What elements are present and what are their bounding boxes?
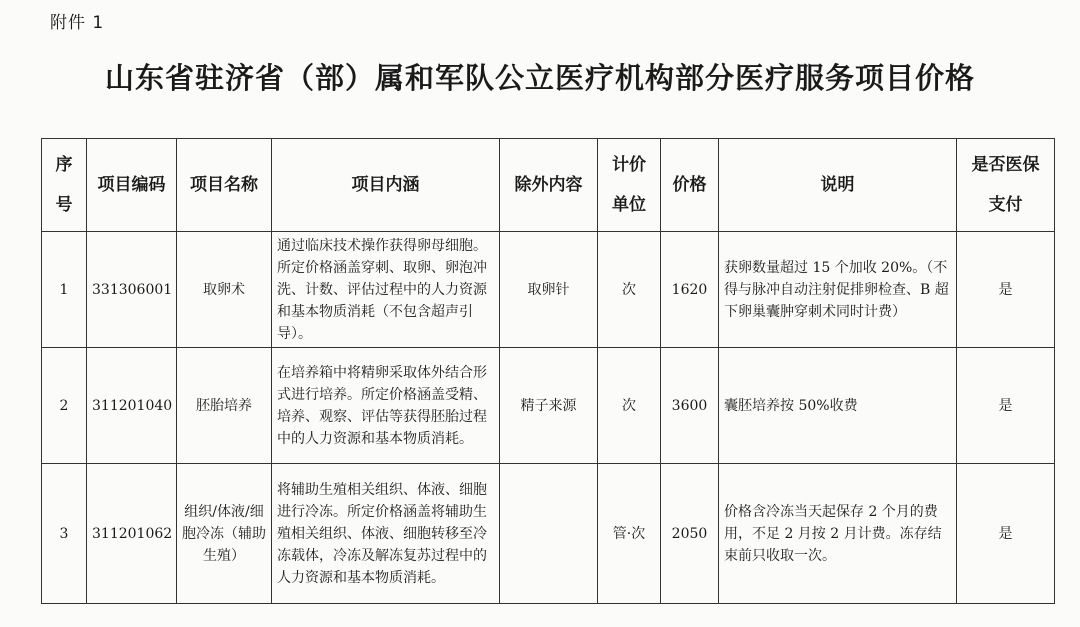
attachment-label: 附件 1 <box>50 13 105 33</box>
header-price: 价格 <box>661 139 719 232</box>
row-unit: 次 <box>598 348 661 464</box>
row-price: 1620 <box>661 232 719 348</box>
table-row <box>42 348 1055 464</box>
document-title: 山东省驻济省（部）属和军队公立医疗机构部分医疗服务项目价格 <box>104 61 975 95</box>
row-unit: 次 <box>598 232 661 348</box>
header-insurance-line-2: 支付 <box>988 195 1023 215</box>
row-code: 311201062 <box>87 464 177 604</box>
row-index: 2 <box>42 348 87 464</box>
row-name: 组织/体液/细胞冷冻（辅助生殖） <box>177 464 272 604</box>
row-exclusion: 取卵针 <box>500 232 598 348</box>
table-row <box>42 232 1055 348</box>
row-index: 1 <box>42 232 87 348</box>
header-index-line-2: 号 <box>55 195 73 215</box>
price-table <box>41 138 1055 604</box>
row-insurance: 是 <box>957 232 1055 348</box>
row-unit: 管·次 <box>598 464 661 604</box>
header-name: 项目名称 <box>177 139 272 232</box>
header-insurance <box>957 139 1055 232</box>
header-exclusion: 除外内容 <box>500 139 598 232</box>
row-insurance: 是 <box>957 348 1055 464</box>
row-note: 价格含冷冻当天起保存 2 个月的费用，不足 2 月按 2 月计费。冻存结束前只收取一次。 <box>719 464 957 604</box>
header-content: 项目内涵 <box>272 139 500 232</box>
header-insurance-line-1: 是否医保 <box>971 155 1040 175</box>
row-price: 3600 <box>661 348 719 464</box>
row-index: 3 <box>42 464 87 604</box>
row-code: 311201040 <box>87 348 177 464</box>
header-code: 项目编码 <box>87 139 177 232</box>
header-unit-line-1: 计价 <box>612 155 646 175</box>
header-unit <box>598 139 661 232</box>
row-name: 取卵术 <box>177 232 272 348</box>
row-exclusion <box>500 464 598 604</box>
row-content: 通过临床技术操作获得卵母细胞。所定价格涵盖穿刺、取卵、卵泡冲洗、计数、评估过程中的人力资源和基本物质消耗（不包含超声引导）。 <box>272 232 500 348</box>
row-content: 在培养箱中将精卵采取体外结合形式进行培养。所定价格涵盖受精、培养、观察、评估等获得胚胎过程中的人力资源和基本物质消耗。 <box>272 348 500 464</box>
table-row <box>42 464 1055 604</box>
row-content: 将辅助生殖相关组织、体液、细胞进行冷冻。所定价格涵盖将辅助生殖相关组织、体液、细胞转移至冷冻载体，冷冻及解冻复苏过程中的人力资源和基本物质消耗。 <box>272 464 500 604</box>
row-code: 331306001 <box>87 232 177 348</box>
header-note: 说明 <box>719 139 957 232</box>
row-note: 囊胚培养按 50%收费 <box>719 348 957 464</box>
table-header-row <box>42 139 1055 232</box>
row-note: 获卵数量超过 15 个加收 20%。（不得与脉冲自动注射促排卵检查、B 超下卵巢囊肿穿刺术同时计费） <box>719 232 957 348</box>
row-price: 2050 <box>661 464 719 604</box>
row-name: 胚胎培养 <box>177 348 272 464</box>
row-exclusion: 精子来源 <box>500 348 598 464</box>
header-unit-line-2: 单位 <box>612 195 646 215</box>
header-index <box>42 139 87 232</box>
row-insurance: 是 <box>957 464 1055 604</box>
header-index-line-1: 序 <box>55 155 73 175</box>
